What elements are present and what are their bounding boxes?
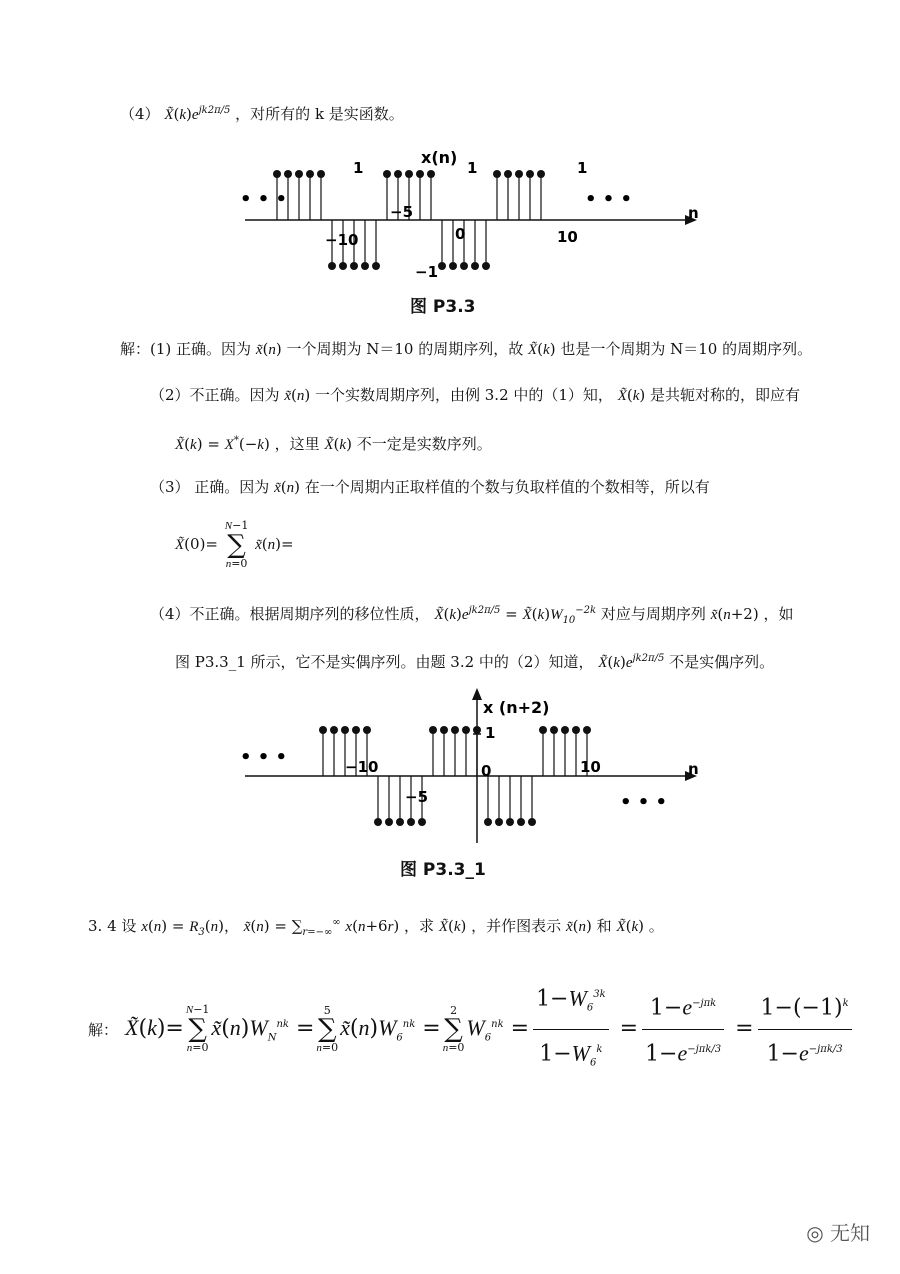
stem-dot [482,262,490,270]
stem-dot [561,726,569,734]
stem-dot [328,262,336,270]
stem-dot [317,170,325,178]
stem-dot [583,726,591,734]
s2-mid: 一个实数周期序列，由例 3.2 中的（1）知， [314,386,613,404]
stem-dot [493,170,501,178]
stem-dot [440,726,448,734]
answer-3-4: 解： X̃(k)=N−1 ∑ $n=0x̃(n)W_N^{nk} =5$ ∑ $n=0x̃(n)W_6^{nk} =2$ ∑ $n=0W_6^{nk}$ = $\frac{1-W_6^{3k}}{1-W_6^k}$ = $\frac{1-e^{-j\pi k}}{1-e^{-j\pi k/3}}$ = $\frac{1-(-1)^k}{1-e^{-j\pi k/3}}$ [88,975,856,1083]
solution-line4b: 图 P3.3_1 所示，它不是实偶序列。由题 3.2 中的（2）知道， $X̃(k)e^{jk2\pi/5}$ 不是实偶序列。 [175,653,775,671]
s2-end: 是共轭对称的，即应有 [650,386,801,404]
s3-text: （3） 正确。因为 [150,478,270,496]
stem-dot [484,818,492,826]
figure2-caption: 图 P3.3_1 [400,860,486,880]
stem-dot [273,170,281,178]
stem-dot [462,726,470,734]
part4-statement: （4） $X̃(k)e^{jk2\pi/5}$ ，对所有的 k 是实函数。 [120,105,404,123]
part4-suffix: ，对所有的 k 是实函数。 [235,105,404,123]
figure2-axis-label: n [688,760,699,778]
figure2-value-1: 1 [485,724,496,742]
figure1-tick-neg5: −5 [390,203,414,221]
figure1-value-1a: 1 [353,159,364,177]
stem-dot [396,818,404,826]
stem-dot [383,170,391,178]
solution-line2b: X̃(k) = X*(−k) ，这里 X̃(k) 不一定是实数序列。 [175,435,492,453]
stem-dot [495,818,503,826]
figure2-y-arrow [472,688,482,700]
figure2-ellipsis-left: • • • [240,747,288,768]
stem-dot [372,262,380,270]
stem-dot [416,170,424,178]
p34-end: 。 [648,917,664,935]
p34-prefix: 3. 4 设 [88,917,137,935]
stem-dot [374,818,382,826]
p34-mid1: ，求 [404,917,435,935]
figure2-signal-label: x (n+2) [483,698,550,717]
s2b-mid: ，这里 [274,435,320,453]
stem-dot [405,170,413,178]
stem-dot [572,726,580,734]
figure2-tick-neg10: −10 [345,758,379,776]
p34-mid2: ，并作图表示 [471,917,562,935]
stem-dot [330,726,338,734]
stem-dot [504,170,512,178]
p34-mid3: 和 [596,917,612,935]
figure1-tick-10: 10 [557,228,578,246]
watermark-text: 无知 [830,1221,870,1245]
figure1-value-1c: 1 [577,159,588,177]
s1-end: 也是一个周期为 N＝10 的周期序列。 [560,340,813,358]
solution-formula3: X̃(0)= N−1 ∑ n=0 x̃(n)= [175,519,294,570]
stem-dot [306,170,314,178]
solution-line2: （2）不正确。因为 x̃(n) 一个实数周期序列，由例 3.2 中的（1）知， X̃(k) 是共轭对称的，即应有 [150,386,801,404]
s4-end2: ，如 [763,605,794,623]
figure1-value-neg1: −1 [415,263,439,281]
solution-line4: （4）不正确。根据周期序列的移位性质， $X̃(k)e^{jk2\pi/5}$ = $X̃(k)W_{10}^{-2k}$ 对应与周期序列 x̃(n+2) ，如 [150,605,794,626]
figure1-ellipsis-left: • • • [240,189,288,210]
figure1-caption: 图 P3.3 [410,297,476,317]
figure1-axis-label: n [688,204,699,222]
solution-line3: （3） 正确。因为 x̃(n) 在一个周期内正取样值的个数与负取样值的个数相等，所以有 [150,478,710,496]
stem-dot [427,170,435,178]
problem-3-4: 3. 4 设 $x(n) = R_3(n)$， x̃(n) = $\sum_{r=-\infty}^\infty$ x(n+6r) ，求 X̃(k) ，并作图表示 x̃(n) 和 X̃(k) 。 [88,917,664,938]
figure1-tick-neg10: −10 [325,231,359,249]
stem-dot [341,726,349,734]
figure2-tick-0: 0 [481,762,492,780]
stem-dot [385,818,393,826]
stem-dot [284,170,292,178]
s2-prefix: （2）不正确。因为 [150,386,280,404]
s2b-end: 不一定是实数序列。 [356,435,492,453]
s1-prefix: 解：(1) 正确。因为 [120,340,252,358]
stem-dot [460,262,468,270]
figure2-tick-10: 10 [580,758,601,776]
stem-dot [429,726,437,734]
stem-dot [537,170,545,178]
answer34-label: 解： [88,1021,119,1040]
s3-end: 在一个周期内正取样值的个数与负取样值的个数相等，所以有 [304,478,710,496]
stem-dot [451,726,459,734]
stem-dot [394,170,402,178]
stem-dot [418,818,426,826]
s4-prefix: （4）不正确。根据周期序列的移位性质， [150,605,430,623]
s4b-prefix: 图 P3.3_1 所示，它不是实偶序列。由题 3.2 中的（2）知道， [175,653,594,671]
figure1-value-1b: 1 [467,159,478,177]
figure1-tick-0: 0 [455,225,466,243]
stem-dot [506,818,514,826]
stem-dot [517,818,525,826]
stem-dot [295,170,303,178]
s1-mid: 一个周期为 N＝10 的周期序列，故 [286,340,524,358]
stem-dot [449,262,457,270]
stem-dot [438,262,446,270]
stem-dot [363,726,371,734]
stem-dot [319,726,327,734]
stem-dot [526,170,534,178]
figure-p3-3 [235,145,699,290]
s4-end: 对应与周期序列 [600,605,706,623]
stem-dot [550,726,558,734]
stem-dot [339,262,347,270]
watermark: ◎ 无知 [806,1221,870,1245]
s4b-end: 不是实偶序列。 [669,653,775,671]
stem-dot [539,726,547,734]
stem-dot [471,262,479,270]
figure1-signal-label: x(n) [421,148,458,167]
stem-dot [407,818,415,826]
stem-dot [352,726,360,734]
stem-dot [350,262,358,270]
figure2-tick-neg5: −5 [405,788,429,806]
figure2-ellipsis-right: • • • [620,792,668,813]
part4-prefix: （4） [120,105,160,123]
figure1-ellipsis-right: • • • [585,189,633,210]
stem-dot [515,170,523,178]
solution-line1: 解：(1) 正确。因为 x̃(n) 一个周期为 N＝10 的周期序列，故 X̃(k) 也是一个周期为 N＝10 的周期序列。 [120,340,813,358]
stem-dot [361,262,369,270]
figure-p3-3-1 [235,688,699,848]
stem-dot [528,818,536,826]
